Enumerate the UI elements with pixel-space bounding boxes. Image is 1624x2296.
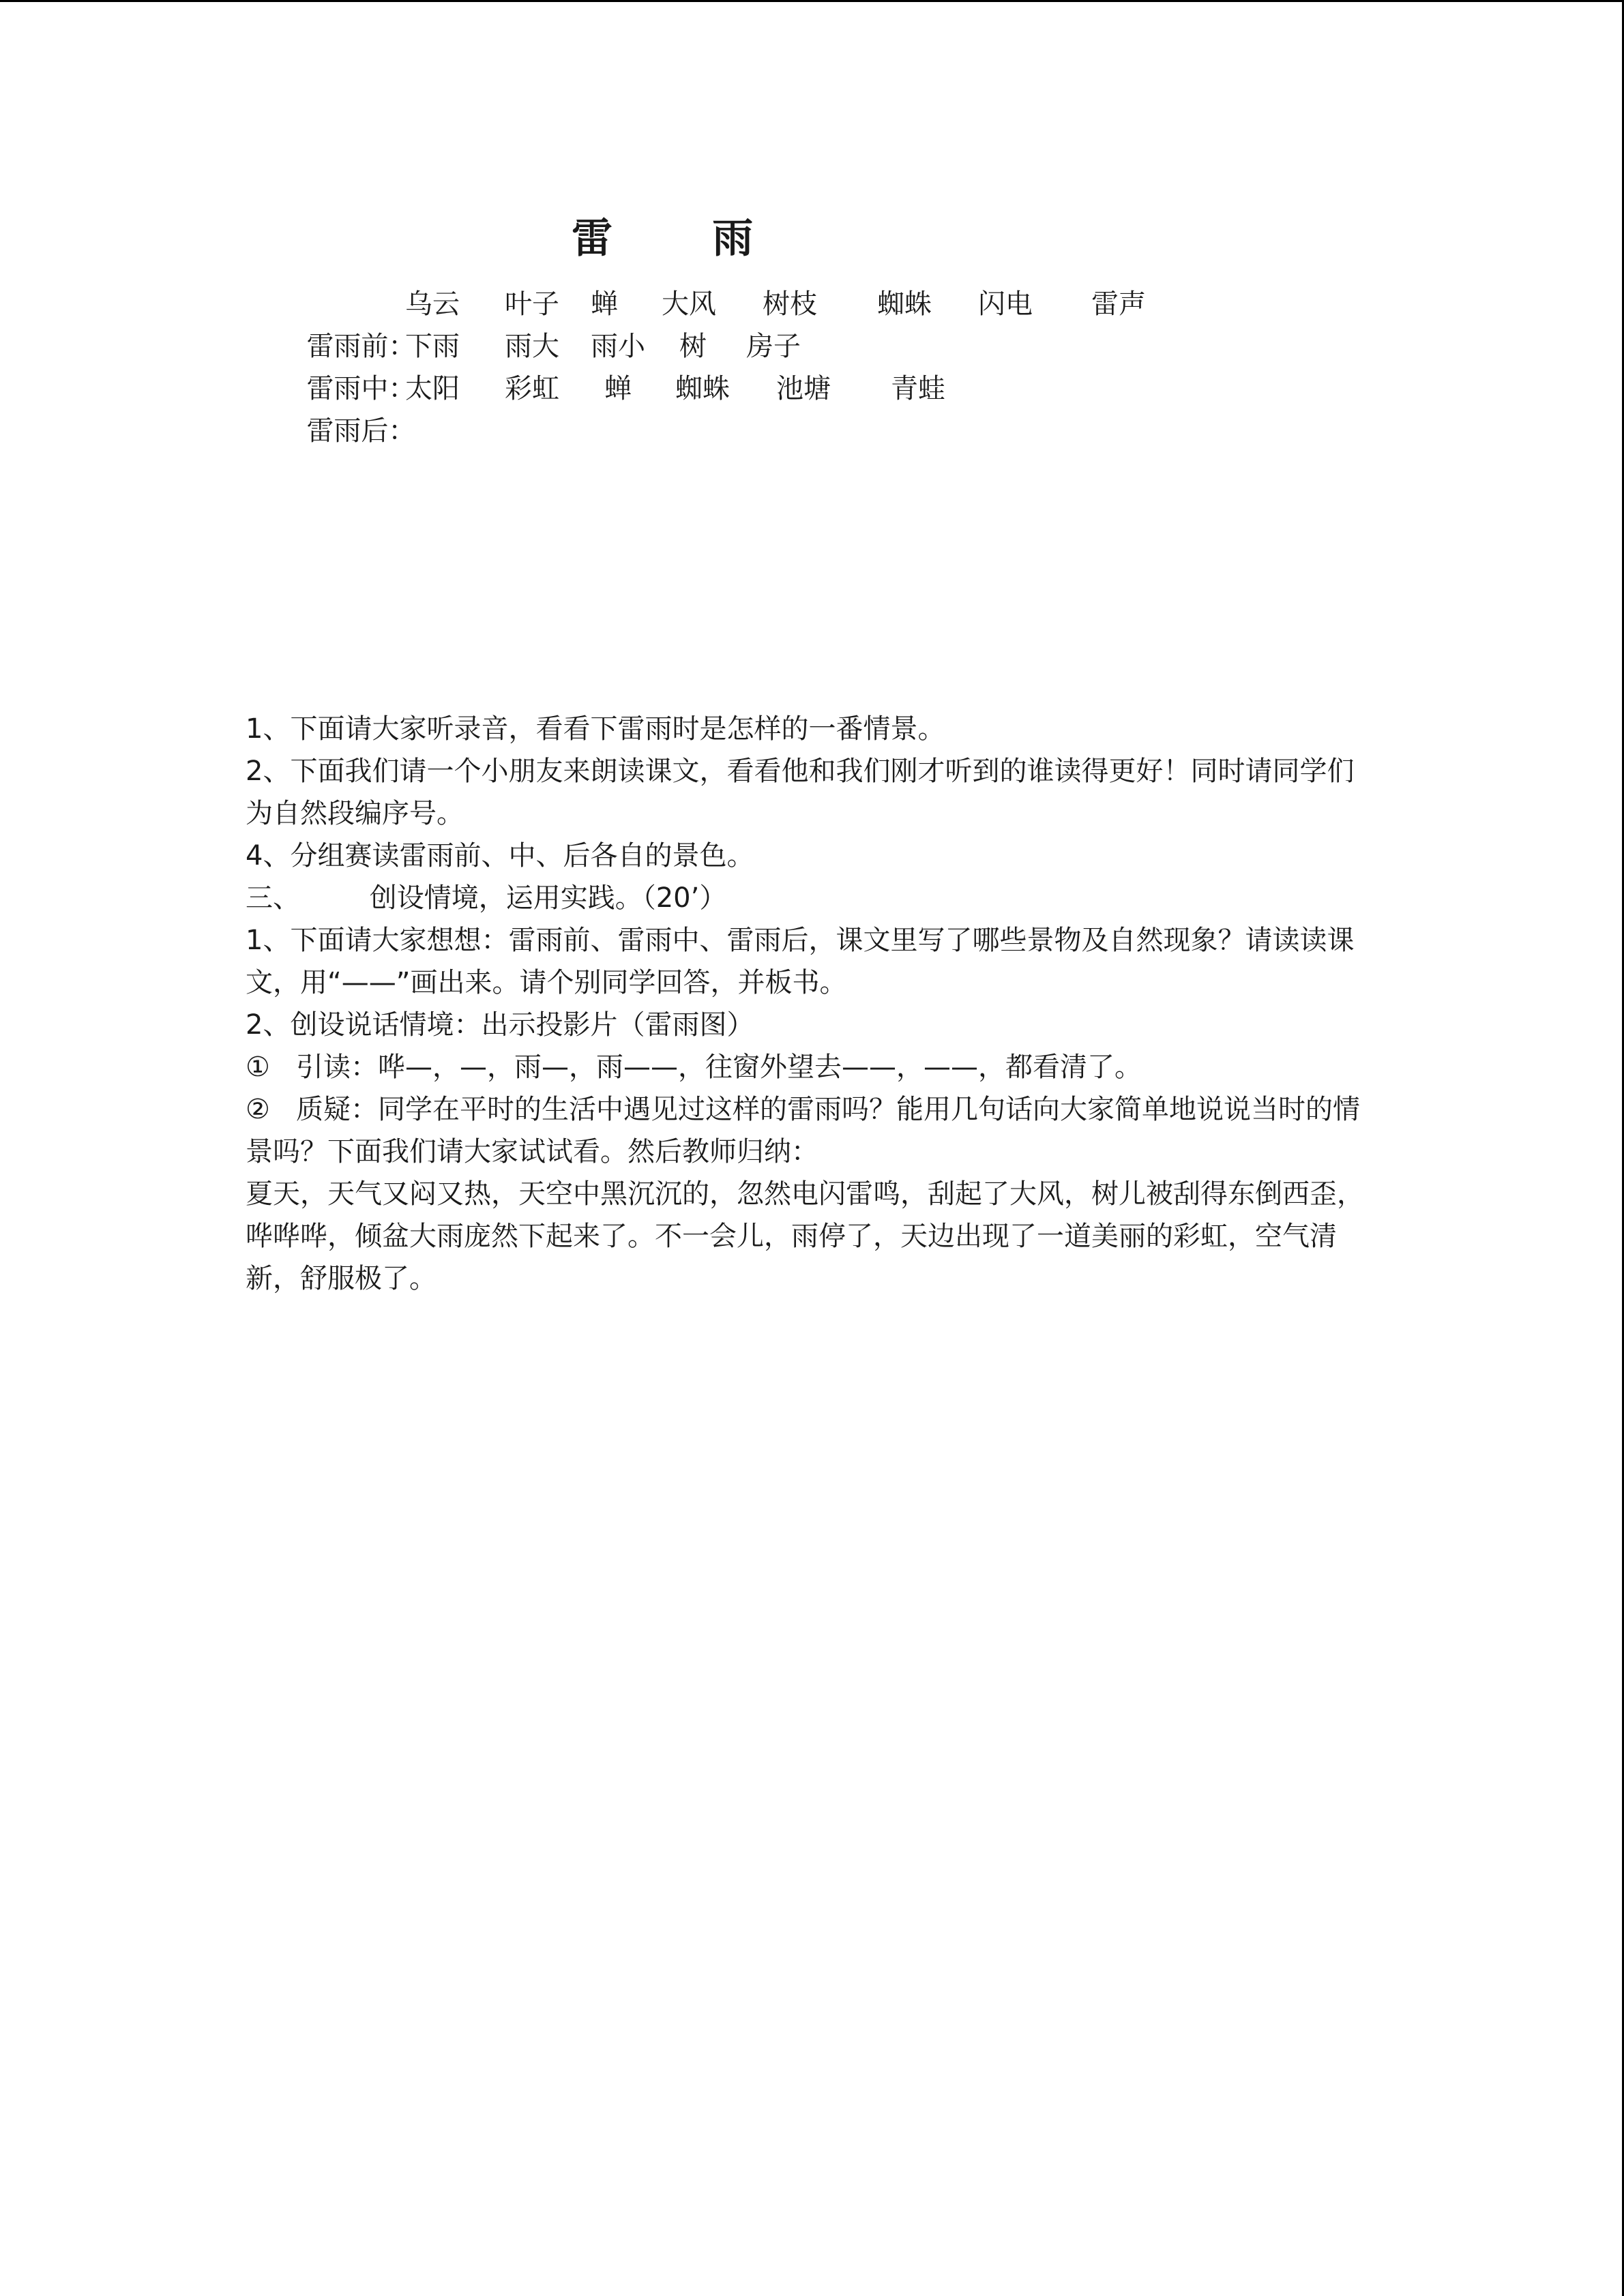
- board-word: 闪电: [978, 288, 1033, 320]
- board-label-after: 雷雨后：: [306, 415, 416, 447]
- paragraph-guided-reading: ① 引读：哗—，—，雨—，雨——，往窗外望去——，——，都看清了。: [246, 1052, 1142, 1083]
- paragraph-group-read: 4、分组赛读雷雨前、中、后各自的景色。: [246, 840, 754, 871]
- paragraph-summary: 夏天，天气又闷又热，天空中黑沉沉的，忽然电闪雷鸣，刮起了大风，树儿被刮得东倒西歪，哗哗哗，倾盆大雨庞然下起来了。不一会儿，雨停了，天边出现了一道美丽的彩虹，空气清新，舒服极了。: [246, 1178, 1364, 1294]
- board-word: 雨小: [591, 331, 645, 362]
- board-word: 房子: [746, 331, 801, 362]
- board-word: 叶子: [505, 288, 559, 320]
- board-word: 蜘蛛: [675, 373, 730, 404]
- paragraph-read-aloud: 2、下面我们请一个小朋友来朗读课文，看看他和我们刚才听到的谁读得更好！同时请同学们为自然段编序号。: [246, 756, 1355, 829]
- board-word: 树枝: [763, 288, 817, 320]
- page-top-border: [0, 0, 1624, 2]
- board-word: 树: [679, 331, 707, 362]
- board-label-during: 雷雨中：: [306, 373, 416, 404]
- board-word: 雨大: [505, 331, 559, 362]
- board-word: 太阳: [405, 373, 460, 404]
- section-heading-three: 三、 创设情境，运用实践。（20’）: [246, 882, 727, 914]
- board-word: 雷声: [1091, 288, 1146, 320]
- paragraph-think: 1、下面请大家想想：雷雨前、雷雨中、雷雨后，课文里写了哪些景物及自然现象？请读读课文，用“——”画出来。请个别同学回答，并板书。: [246, 925, 1355, 998]
- lesson-body: [246, 708, 1378, 1300]
- board-word: 大风: [662, 288, 716, 320]
- board-word: 下雨: [405, 331, 460, 362]
- paragraph-scenario: 2、创设说话情境：出示投影片（雷雨图）: [246, 1009, 754, 1041]
- board-word: 蜘蛛: [877, 288, 932, 320]
- board-word: 池塘: [776, 373, 831, 404]
- board-word: 青蛙: [891, 373, 945, 404]
- document-title: 雷 雨: [572, 215, 754, 263]
- paragraph-question: ② 质疑：同学在平时的生活中遇见过这样的雷雨吗？能用几句话向大家简单地说说当时的情景吗？下面我们请大家试试看。然后教师归纳：: [246, 1094, 1361, 1167]
- board-word: 蝉: [591, 288, 618, 320]
- paragraph-listen: 1、下面请大家听录音，看看下雷雨时是怎样的一番情景。: [246, 713, 945, 745]
- board-word: 乌云: [405, 288, 460, 320]
- board-word: 蝉: [604, 373, 632, 404]
- board-line-after: [289, 368, 945, 706]
- board-label-before: 雷雨前：: [306, 331, 416, 362]
- board-word: 彩虹: [505, 373, 559, 404]
